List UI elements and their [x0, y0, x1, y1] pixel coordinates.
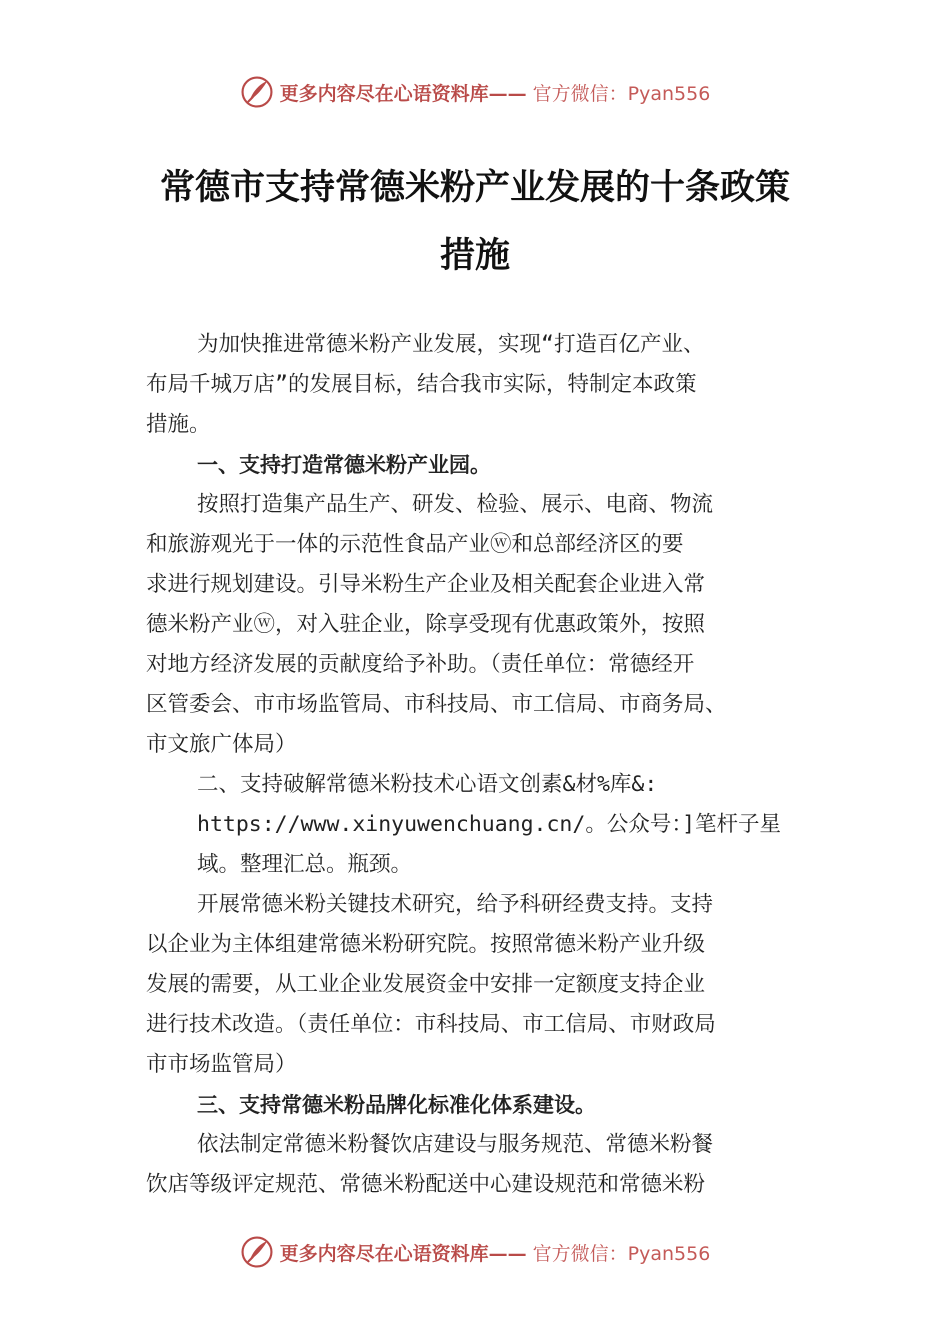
body-text-line: 和旅游观光于一体的示范性食品产业ⓦ和总部经济区的要: [146, 532, 684, 557]
banner-contact: 官方微信：Pyan556: [532, 82, 711, 105]
body-text-line: 二、支持破解常德米粉技术心语文创素&材%库&:: [197, 772, 658, 797]
body-text-line: 以企业为主体组建常德米粉研究院。按照常德米粉产业升级: [146, 932, 706, 957]
watermark-banner-top: [0, 72, 950, 112]
body-text-line: 措施。: [146, 412, 211, 437]
body-text-line: 域。整理汇总。瓶颈。: [197, 852, 413, 877]
body-text-line: 发展的需要，从工业企业发展资金中安排一定额度支持企业: [146, 972, 706, 997]
section-heading: 一、支持打造常德米粉产业园。: [197, 453, 491, 477]
body-text-line: 饮店等级评定规范、常德米粉配送中心建设规范和常德米粉: [146, 1172, 706, 1197]
document-title-line-2: 措施: [439, 235, 510, 276]
section-heading: 三、支持常德米粉品牌化标准化体系建设。: [197, 1093, 596, 1117]
body-text-line: 市文旅广体局）: [146, 732, 297, 757]
quill-logo-icon: [240, 1235, 274, 1269]
body-text-line: https://www.xinyuwenchuang.cn/。公众号：]笔杆子星: [197, 812, 782, 837]
body-text-line: 开展常德米粉关键技术研究，给予科研经费支持。支持: [197, 892, 714, 917]
body-text-line: 求进行规划建设。引导米粉生产企业及相关配套企业进入常: [146, 572, 706, 597]
body-text-line: 按照打造集产品生产、研发、检验、展示、电商、物流: [197, 492, 714, 517]
banner-text: 更多内容尽在心语资料库——: [279, 82, 527, 105]
body-text-line: 依法制定常德米粉餐饮店建设与服务规范、常德米粉餐: [197, 1132, 714, 1157]
banner-text: 更多内容尽在心语资料库——: [279, 1242, 527, 1265]
body-text-line: 区管委会、市市场监管局、市科技局、市工信局、市商务局、: [146, 692, 727, 717]
body-text-line: 德米粉产业ⓦ，对入驻企业，除享受现有优惠政策外，按照: [146, 612, 706, 637]
banner-contact: 官方微信：Pyan556: [532, 1242, 711, 1265]
body-text-line: 对地方经济发展的贡献度给予补助。（责任单位：常德经开: [146, 652, 695, 677]
watermark-banner-bottom: [0, 1232, 950, 1272]
body-text-line: 进行技术改造。（责任单位：市科技局、市工信局、市财政局: [146, 1012, 716, 1037]
body-text-line: 布局千城万店”的发展目标，结合我市实际，特制定本政策: [146, 372, 697, 397]
document-title-line-1: 常德市支持常德米粉产业发展的十条政策: [159, 167, 790, 208]
body-text-line: 市市场监管局）: [146, 1052, 297, 1077]
document-body: [146, 325, 816, 1205]
body-text-line: 为加快推进常德米粉产业发展，实现“打造百亿产业、: [197, 332, 705, 357]
quill-logo-icon: [240, 75, 274, 109]
